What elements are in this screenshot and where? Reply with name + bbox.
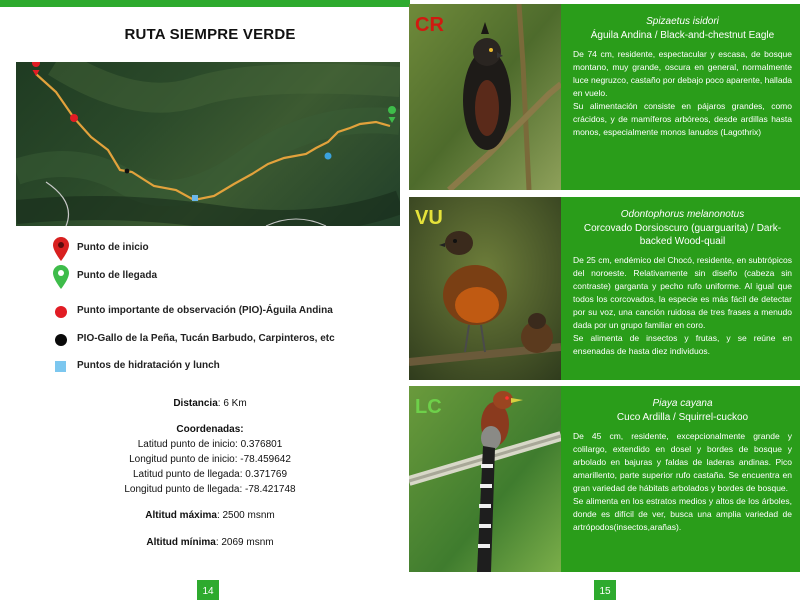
species-info-panel [561,386,800,572]
species-diet: Se alimenta en los estratos medios y altos de los árboles, donde es difícil de ver, busca una amplia variedad de artrópodos(insectos,arañas). [573,496,792,532]
page-number-right: 15 [594,580,616,600]
conservation-status: CR [415,14,444,36]
observation-point-eagle [70,114,78,122]
conservation-status: VU [415,207,443,229]
legend-item-hydration [50,356,370,376]
distance-label: Distancia [173,398,218,409]
distance-line [0,396,420,411]
species-info-panel [561,4,800,190]
coordinate-line: Longitud punto de llegada: -78.421748 [124,484,296,495]
legend-label: Punto de llegada [77,270,158,281]
end-marker-icon [388,106,396,123]
legend-label: PIO-Gallo de la Peña, Tucán Barbudo, Carpinteros, etc [77,333,335,344]
start-marker-icon [32,62,40,76]
conservation-status: LC [415,396,442,418]
common-name: Cuco Ardilla / Squirrel-cuckoo [616,412,749,423]
species-description: De 25 cm, endémico del Chocó, residente, en subtrópicos del noroeste. Relativamente sin diseño (cabeza sin contraste) garganta y pecho rufo uniforme. Al igual que todos los corcovados, la especie es más fácil de detectar por su voz, una canción ruidosa de tres frases a menudo dada por un grupo familiar en coro. [573,255,792,330]
blue-square-icon [50,356,72,378]
species-card-eagle [409,4,800,190]
legend-label: Puntos de hidratación y lunch [77,360,220,371]
scientific-name: Odontophorus melanonotus [620,209,745,220]
coordinate-line: Latitud punto de inicio: 0.376801 [137,439,283,450]
hydration-point-1 [192,195,198,201]
coordinates-title: Coordenadas: [176,424,244,435]
legend-label: Punto importante de observación (PIO)-Águila Andina [77,305,333,316]
species-diet: Se alimenta de insectos y frutas, y se reúne en ensenadas de hasta diez individuos. [573,333,792,356]
min-altitude-value: : 2069 msnm [215,537,274,548]
species-description: De 74 cm, residente, espectacular y escasa, de bosque montano, muy grande, oscura en general, normalmente luce negruzco, castaño por debajo poco aparente, hallada en vuelo. [573,49,792,98]
route-markers [16,62,400,226]
observation-point-other [125,169,130,174]
species-card-squirrel-cuckoo [409,386,800,572]
max-altitude-label: Altitud máxima [145,510,217,521]
species-diet: Su alimentación consiste en pájaros grandes, como crácidos, y de mamíferos arbóreos, desde ardillas hasta monos, especialmente monos lanudos (Lagothrix) [573,101,792,137]
red-dot-icon [50,301,72,323]
eagle-photo [409,4,561,190]
max-altitude-line [0,508,420,523]
page-title: RUTA SIEMPRE VERDE [124,26,296,43]
coordinate-line: Latitud punto de llegada: 0.371769 [132,469,288,480]
scientific-name: Spizaetus isidori [646,16,719,27]
common-name: Corcovado Dorsioscuro (guarguarita) / Dark-backed Wood-quail [583,223,782,247]
wood-quail-photo [409,197,561,380]
species-description: De 45 cm, residente, excepcionalmente grande y colilargo, extendido en dosel y bordes de bosque y arbolado en bajuras y faldas de laderas andinas. Pico amarillento, parte superior rufo castaña. Se encuentra en gran variedad de hábitats arbolados y bordes de bosque. [573,431,792,493]
coordinates-block [0,422,420,497]
distance-value: : 6 Km [217,398,247,409]
page-number-left: 14 [197,580,219,600]
legend-item-eagle-pio [50,301,370,321]
min-altitude-label: Altitud mínima [146,537,216,548]
legend-item-other-pio [50,329,370,349]
squirrel-cuckoo-photo [409,386,561,572]
red-marker-icon [50,238,72,260]
min-altitude-line [0,535,420,550]
route-map [16,62,400,226]
common-name: Águila Andina / Black-and-chestnut Eagle [590,30,775,41]
species-info-panel [561,197,800,380]
max-altitude-value: : 2500 msnm [216,510,275,521]
green-marker-icon [50,266,72,288]
legend-item-start [50,238,370,258]
coordinate-line: Longitud punto de inicio: -78.459642 [129,454,291,465]
scientific-name: Piaya cayana [652,398,713,409]
legend-label: Punto de inicio [77,242,149,253]
legend-item-end [50,266,370,286]
black-dot-icon [50,329,72,351]
species-card-wood-quail [409,197,800,380]
observation-point-blue [325,153,332,160]
